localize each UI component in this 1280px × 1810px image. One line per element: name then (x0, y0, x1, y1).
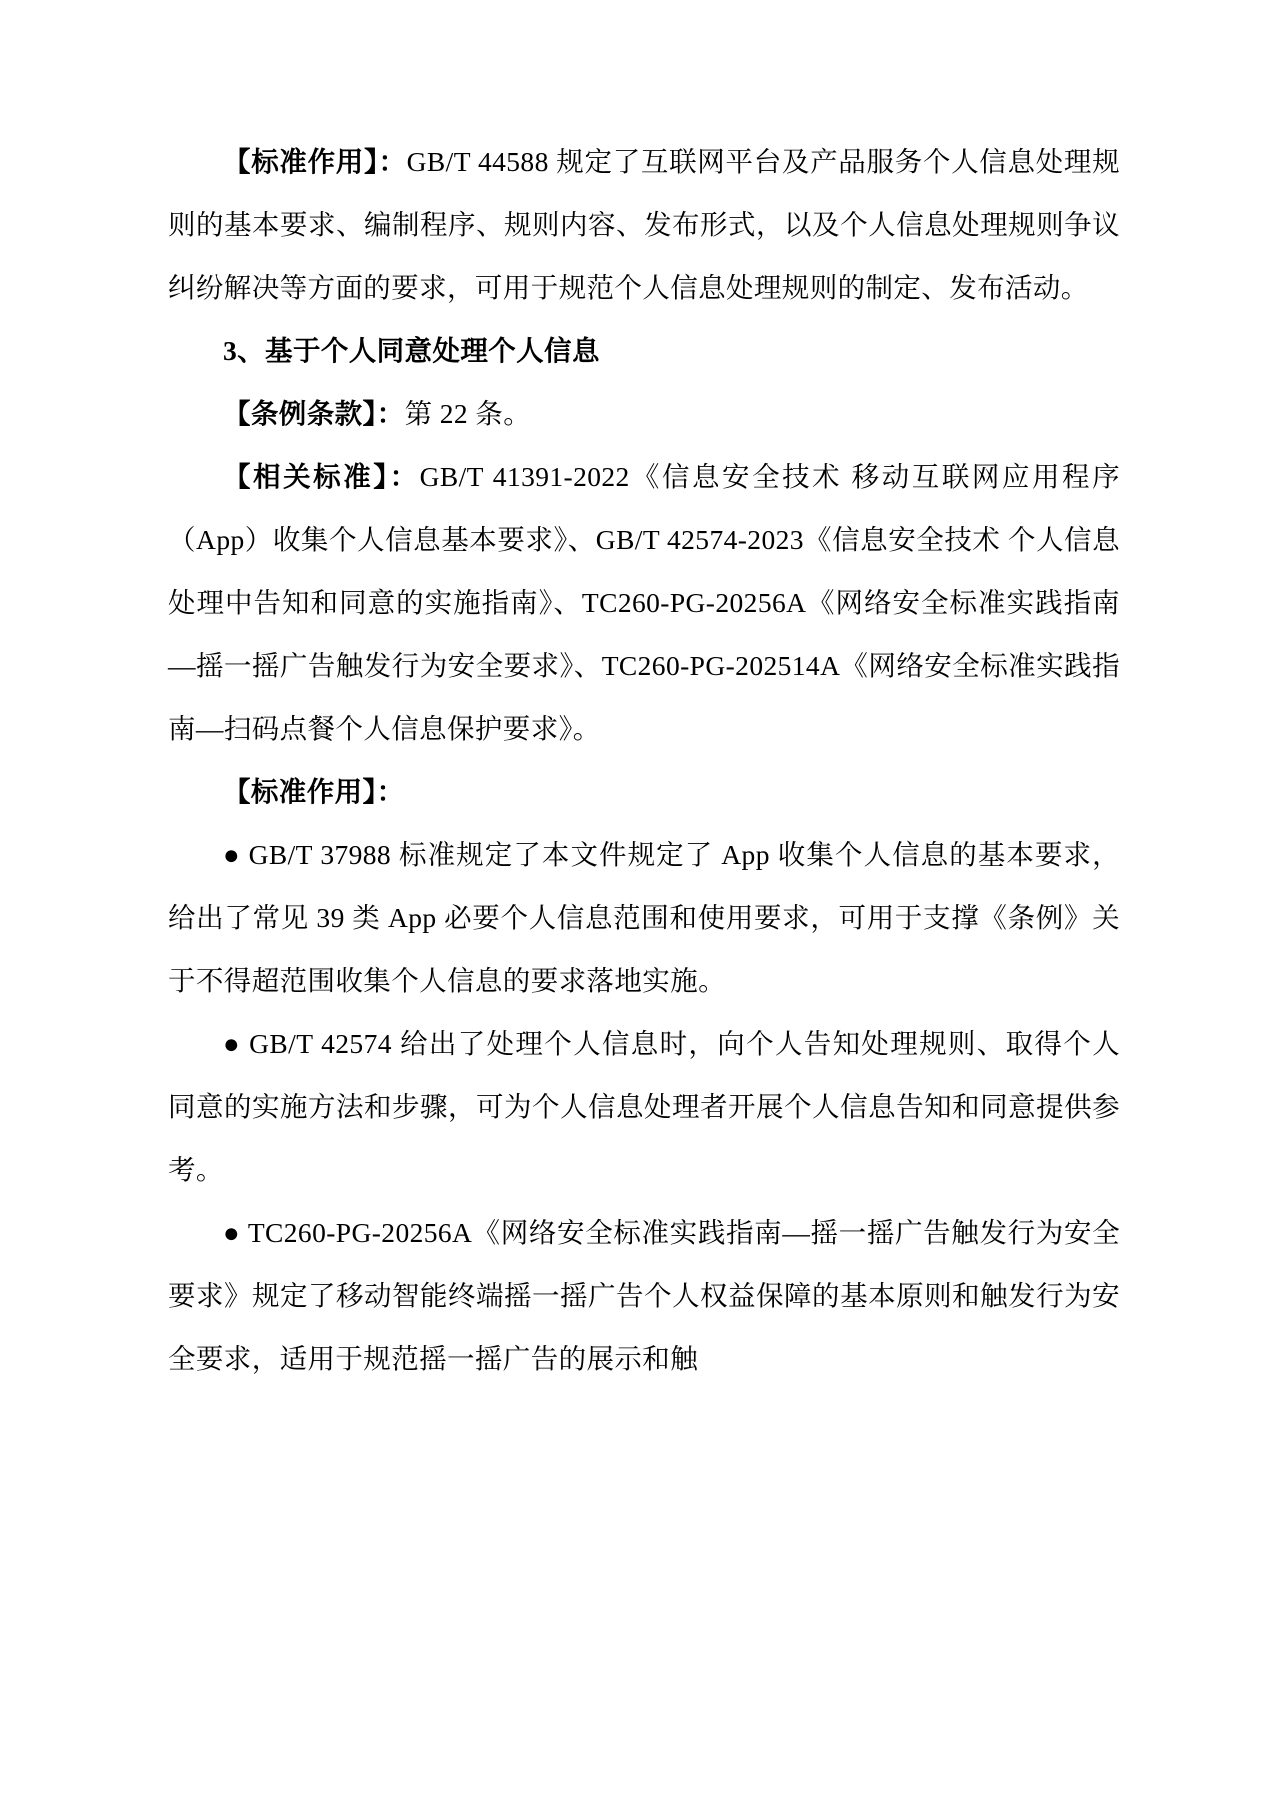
paragraph-text: GB/T 41391-2022《信息安全技术 移动互联网应用程序（App）收集个人信息基本要求》、GB/T 42574-2023《信息安全技术 个人信息处理中告知和同意的实施指南》、TC260-PG-20256A《网络安全标准实践指南—摇一摇广告触发行为安全要求》、TC260-PG-202514A《网络安全标准实践指南—扫码点餐个人信息保护要求》。 (168, 461, 1120, 744)
bullet-text: GB/T 37988 标准规定了本文件规定了 App 收集个人信息的基本要求，给出了常见 39 类 App 必要个人信息范围和使用要求，可用于支撑《条例》关于不得超范围收集个人信息的要求落地实施。 (168, 839, 1120, 996)
paragraph-standard-role-1 (168, 130, 1120, 319)
bullet-item-3 (168, 1201, 1120, 1390)
bullet-item-2 (168, 1012, 1120, 1201)
bullet-item-1 (168, 823, 1120, 1012)
paragraph-text: GB/T 44588 规定了互联网平台及产品服务个人信息处理规则的基本要求、编制程序、规则内容、发布形式，以及个人信息处理规则争议纠纷解决等方面的要求，可用于规范个人信息处理规则的制定、发布活动。 (168, 146, 1120, 303)
document-body (168, 130, 1120, 1390)
paragraph-text: 第 22 条。 (404, 398, 532, 429)
bullet-marker-icon: ● (223, 1217, 241, 1248)
bullet-text: GB/T 42574 给出了处理个人信息时，向个人告知处理规则、取得个人同意的实施方法和步骤，可为个人信息处理者开展个人信息告知和同意提供参考。 (168, 1028, 1121, 1185)
bullet-marker-icon: ● (223, 839, 241, 870)
bullet-text: TC260-PG-20256A《网络安全标准实践指南—摇一摇广告触发行为安全要求》规定了移动智能终端摇一摇广告个人权益保障的基本原则和触发行为安全要求，适用于规范摇一摇广告的展示和触 (168, 1217, 1121, 1374)
label-standard-role-2: 【标准作用】： (223, 776, 405, 807)
paragraph-standard-role-2 (168, 760, 1120, 823)
paragraph-related-standards (168, 445, 1120, 760)
label-standard-role: 【标准作用】： (223, 146, 407, 177)
label-related-standards: 【相关标准】： (223, 461, 420, 492)
label-regulation-clause: 【条例条款】： (223, 398, 405, 429)
paragraph-regulation-clause (168, 382, 1120, 445)
bullet-marker-icon: ● (223, 1028, 241, 1059)
heading-section-3: 3、基于个人同意处理个人信息 (223, 335, 600, 366)
